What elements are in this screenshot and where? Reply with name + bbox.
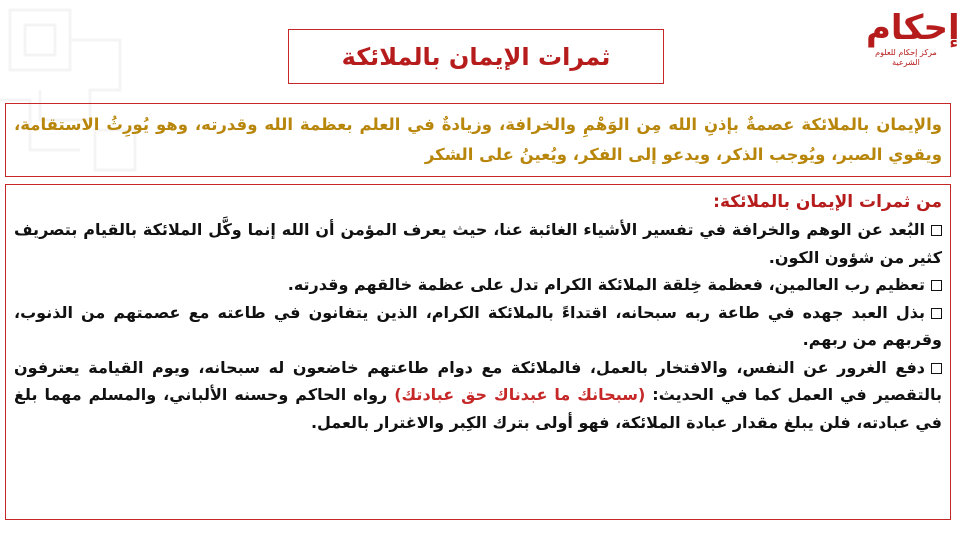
- list-item-text: رواه الحاكم وحسنه الألباني، والمسلم مهما بلغ في عبادته، فلن يبلغ مقدار عبادة الملائكة، فهو أولى بترك الكِبر والاغترار بالعمل.: [14, 385, 942, 432]
- list-item: [14, 271, 942, 299]
- list-item-text: دفع الغرور عن النفس، والافتخار بالعمل، فالملائكة مع دوام طاعتهم خاضعون له سبحانه، ويوم القيامة يعترفون بالتقصير في العمل كما في الحديث:: [14, 357, 943, 404]
- checkbox-bullet-icon: [931, 308, 942, 319]
- logo-subtitle: مركز إحكام للعلوم الشرعية: [875, 48, 937, 67]
- checkbox-bullet-icon: [931, 280, 942, 291]
- list-item: [14, 299, 942, 354]
- list-item: [14, 354, 942, 437]
- logo-mark: إحكام: [866, 8, 960, 48]
- list-item-text: بذل العبد جهده في طاعة ربه سبحانه، اقتداءً بالملائكة الكرام، الذين يتفانون في طاعته مع عصمتهم من الذنوب، وقربهم من ربهم.: [14, 302, 942, 349]
- list-item: [14, 216, 942, 271]
- hadith-quote: (سبحانك ما عبدناك حق عبادتك): [394, 385, 646, 404]
- intro-box: [5, 103, 951, 177]
- page-title: ثمرات الإيمان بالملائكة: [341, 42, 611, 71]
- checkbox-bullet-icon: [931, 363, 942, 374]
- intro-text: والإيمان بالملائكة عصمةٌ بإذنِ الله مِن الوَهْمِ والخرافة، وزيادةٌ في العلم بعظمة الله وقدرته، وهو يُورِثُ الاستقامة، ويقوي الصبر، ويُوجب الذكر، ويدعو إلى الفكر، ويُعينُ على الشكر: [14, 115, 942, 164]
- section-heading: من ثمرات الإيمان بالملائكة:: [713, 192, 942, 212]
- main-content-box: [5, 184, 951, 520]
- list-item-text: تعظيم رب العالمين، فعظمة خِلقة الملائكة الكرام تدل على عظمة خالقهم وقدرته.: [287, 275, 925, 294]
- checkbox-bullet-icon: [931, 225, 942, 236]
- brand-logo: [866, 8, 960, 68]
- title-box: [288, 29, 664, 84]
- list-item-text: البُعد عن الوهم والخرافة في تفسير الأشياء الغائبة عنا، حيث يعرف المؤمن أن الله إنما وكَّل الملائكة بالقيام بتصريف كثير من شؤون الكون.: [14, 220, 942, 267]
